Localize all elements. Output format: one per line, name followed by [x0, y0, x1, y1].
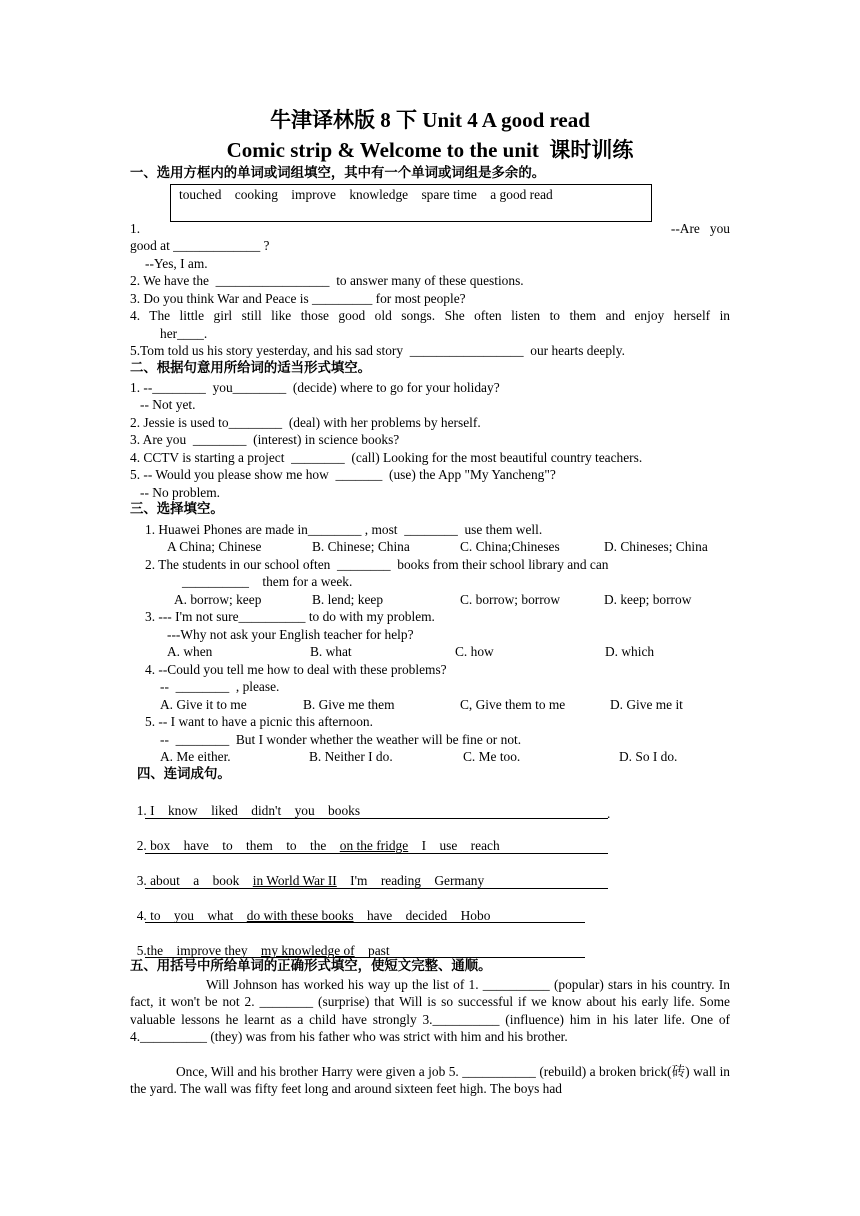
- s3-q4-option-b: B. Give me them: [303, 697, 395, 712]
- page-subtitle: Comic strip & Welcome to the unit 课时训练: [226, 138, 634, 162]
- s3-q2-stem: 2. The students in our school often ________ books from their school library and can: [145, 557, 609, 572]
- s3-q4-option-d: D. Give me it: [610, 697, 683, 712]
- s3-q5-option-b: B. Neither I do.: [309, 749, 393, 764]
- s4-item-words: 3. about a book: [136, 873, 253, 888]
- answer-line: [145, 922, 585, 923]
- s4-item-words: 2. box have to them to the: [136, 838, 340, 853]
- s3-q5-option-d: D. So I do.: [619, 749, 678, 764]
- s4-item-words: have decided Hobo: [353, 908, 491, 923]
- s3-q2-continuation: __________ them for a week.: [182, 574, 353, 589]
- s4-item-phrase: in World War II: [252, 873, 337, 888]
- s4-item-phrase: my knowledge of: [260, 943, 355, 958]
- s4-item-words: 4. to you what: [136, 908, 247, 923]
- answer-line: [145, 818, 608, 819]
- s1-q5: 5.Tom told us his story yesterday, and his sad story _________________ our hearts deeply.: [130, 343, 625, 358]
- section5-heading: 五、用括号中所给单词的正确形式填空，使短文完整、通顺。: [130, 959, 492, 974]
- s2-line: 4. CCTV is starting a project ________ (call) Looking for the most beautiful country teachers.: [130, 450, 643, 465]
- s4-item: [130, 785, 360, 819]
- s3-q1-option-a: A China; Chinese: [167, 539, 262, 554]
- passage-paragraph-1: Will Johnson has worked his way up the list of 1. __________ (popular) stars in his country. In fact, it won't be not 2. ________ (surprise) that Will is so successful if we know about his early life. Some valuable lessons he learnt as a child have strongly 3.__________ (influence) him in his later life. One of 4.__________ (they) was from his father who was strict with him and his brother.: [130, 977, 730, 1045]
- s1-q3: 3. Do you think War and Peace is _________ for most people?: [130, 291, 466, 306]
- s4-item: [130, 855, 484, 889]
- s2-line: 2. Jessie is used to________ (deal) with her problems by herself.: [130, 415, 481, 430]
- s3-q1-option-b: B. Chinese; China: [312, 539, 410, 554]
- s3-q5-option-c: C. Me too.: [463, 749, 521, 764]
- s4-item: [130, 925, 390, 959]
- s1-q4-continuation: her____.: [160, 326, 208, 341]
- section1-heading: 一、选用方框内的单词或词组填空，其中有一个单词或词组是多余的。: [130, 166, 546, 181]
- s3-q5-stem: 5. -- I want to have a picnic this afternoon.: [145, 714, 373, 729]
- s3-q3-continuation: ---Why not ask your English teacher for help?: [167, 627, 414, 642]
- s2-line: 3. Are you ________ (interest) in science books?: [130, 432, 400, 447]
- s4-item: [130, 820, 500, 854]
- answer-line: [145, 853, 608, 854]
- s4-item-words: past: [354, 943, 390, 958]
- s4-item-period: .: [607, 806, 611, 821]
- s1-q1-reply: --Yes, I am.: [145, 256, 208, 271]
- s3-q1-option-c: C. China;Chineses: [460, 539, 560, 554]
- s3-q1-option-d: D. Chineses; China: [604, 539, 708, 554]
- s3-q5-continuation: -- ________ But I wonder whether the weather will be fine or not.: [160, 732, 522, 747]
- s2-line: -- Not yet.: [130, 397, 196, 412]
- s3-q4-stem: 4. --Could you tell me how to deal with these problems?: [145, 662, 447, 677]
- s3-q3-option-d: D. which: [605, 644, 655, 659]
- s4-item: [130, 890, 490, 924]
- s3-q3-option-a: A. when: [167, 644, 213, 659]
- page-title: 牛津译林版 8 下 Unit 4 A good read: [270, 108, 590, 132]
- s3-q3-stem: 3. --- I'm not sure__________ to do with my problem.: [145, 609, 435, 624]
- s2-line: 5. -- Would you please show me how _______ (use) the App "My Yancheng"?: [130, 467, 556, 482]
- s3-q4-option-a: A. Give it to me: [160, 697, 247, 712]
- s3-q1-stem: 1. Huawei Phones are made in________ , most ________ use them well.: [145, 522, 543, 537]
- s1-q1-number: 1.: [130, 221, 141, 236]
- s1-q4: 4. The little girl still like those good old songs. She often listen to them and enjoy herself in: [130, 308, 730, 323]
- s3-q4-continuation: -- ________ , please.: [160, 679, 280, 694]
- s3-q2-option-b: B. lend; keep: [312, 592, 384, 607]
- word-box-words: touched cooking improve knowledge spare time a good read: [179, 187, 553, 202]
- s3-q5-option-a: A. Me either.: [160, 749, 231, 764]
- word-box: [170, 184, 652, 222]
- s3-q3-option-c: C. how: [455, 644, 494, 659]
- s1-q1-prompt: --Are you: [670, 221, 730, 236]
- section4-heading: 四、连词成句。: [137, 767, 231, 782]
- s3-q2-option-c: C. borrow; borrow: [460, 592, 561, 607]
- s1-q1-continuation: good at _____________ ?: [130, 238, 270, 253]
- s3-q2-option-a: A. borrow; keep: [174, 592, 262, 607]
- answer-line: [145, 888, 608, 889]
- s2-line: -- No problem.: [130, 485, 220, 500]
- s4-item-phrase: do with these books: [246, 908, 354, 923]
- s4-item-phrase: on the fridge: [339, 838, 409, 853]
- s4-item-words: 5.the improve they: [136, 943, 261, 958]
- s4-item-words: 1. I know liked didn't you books: [136, 803, 361, 818]
- s1-q2: 2. We have the _________________ to answer many of these questions.: [130, 273, 524, 288]
- s2-line: 1. --________ you________ (decide) where to go for your holiday?: [130, 380, 500, 395]
- s4-item-words: I use reach: [408, 838, 500, 853]
- passage-paragraph-2: Once, Will and his brother Harry were given a job 5. ___________ (rebuild) a broken brick(砖) wall in the yard. The wall was fifty feet long and around sixteen feet high. The boys had: [130, 1064, 730, 1097]
- section2-heading: 二、根据句意用所给词的适当形式填空。: [130, 361, 372, 376]
- s3-q4-option-c: C, Give them to me: [460, 697, 566, 712]
- section3-heading: 三、选择填空。: [130, 502, 224, 517]
- s3-q2-option-d: D. keep; borrow: [604, 592, 692, 607]
- s3-q3-option-b: B. what: [310, 644, 352, 659]
- s4-item-words: I'm reading Germany: [336, 873, 485, 888]
